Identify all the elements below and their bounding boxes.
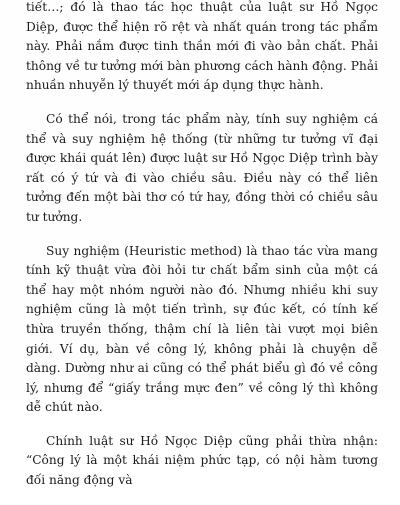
paragraph-2: Có thể nói, trong tác phẩm này, tính suy nghiệm cá thể và suy nghiệm hệ thống (từ những tư tưởng vĩ đại được khái quát lên) được luật sư Hồ Ngọc Diệp trình bày rất có ý tứ và đi vào chiều sâu. Điều này có thể liên tưởng đến một bài thơ có tứ hay, đồng thời có chiều sâu tư tưởng. — [26, 111, 378, 224]
paragraph-1: tiết…; đó là thao tác học thuật của luật sư Hồ Ngọc Diệp, được thể hiện rõ rệt và nhất quán trong tác phẩm này. Phải nắm được tinh thần mới đi vào bản chất. Phải thông về tư tưởng mới bàn phương cách hành động. Phải nhuần nhuyễn lý thuyết mới áp dụng thực hành. — [26, 0, 378, 93]
paragraph-4: Chính luật sư Hồ Ngọc Diệp cũng phải thừa nhận: “Công lý là một khái niệm phức tạp, có nội hàm tương đối năng động và — [26, 433, 378, 488]
paragraph-3: Suy nghiệm (Heuristic method) là thao tác vừa mang tính kỹ thuật vừa đòi hỏi tư chất bẩm sinh của một cá thể hay một nhóm người nào đó. Nhưng nhiều khi suy nghiệm cũng là một tiến trình, sự đúc kết, có tính kế thừa truyền thống, thậm chí là liên tài vượt mọi biên giới. Ví dụ, bàn về công lý, không phải là chuyện dễ dàng. Dường như ai cũng có thể phát biểu gì đó về công lý, nhưng để “giấy trắng mực đen” về công lý thì không dễ chút nào. — [26, 243, 378, 415]
